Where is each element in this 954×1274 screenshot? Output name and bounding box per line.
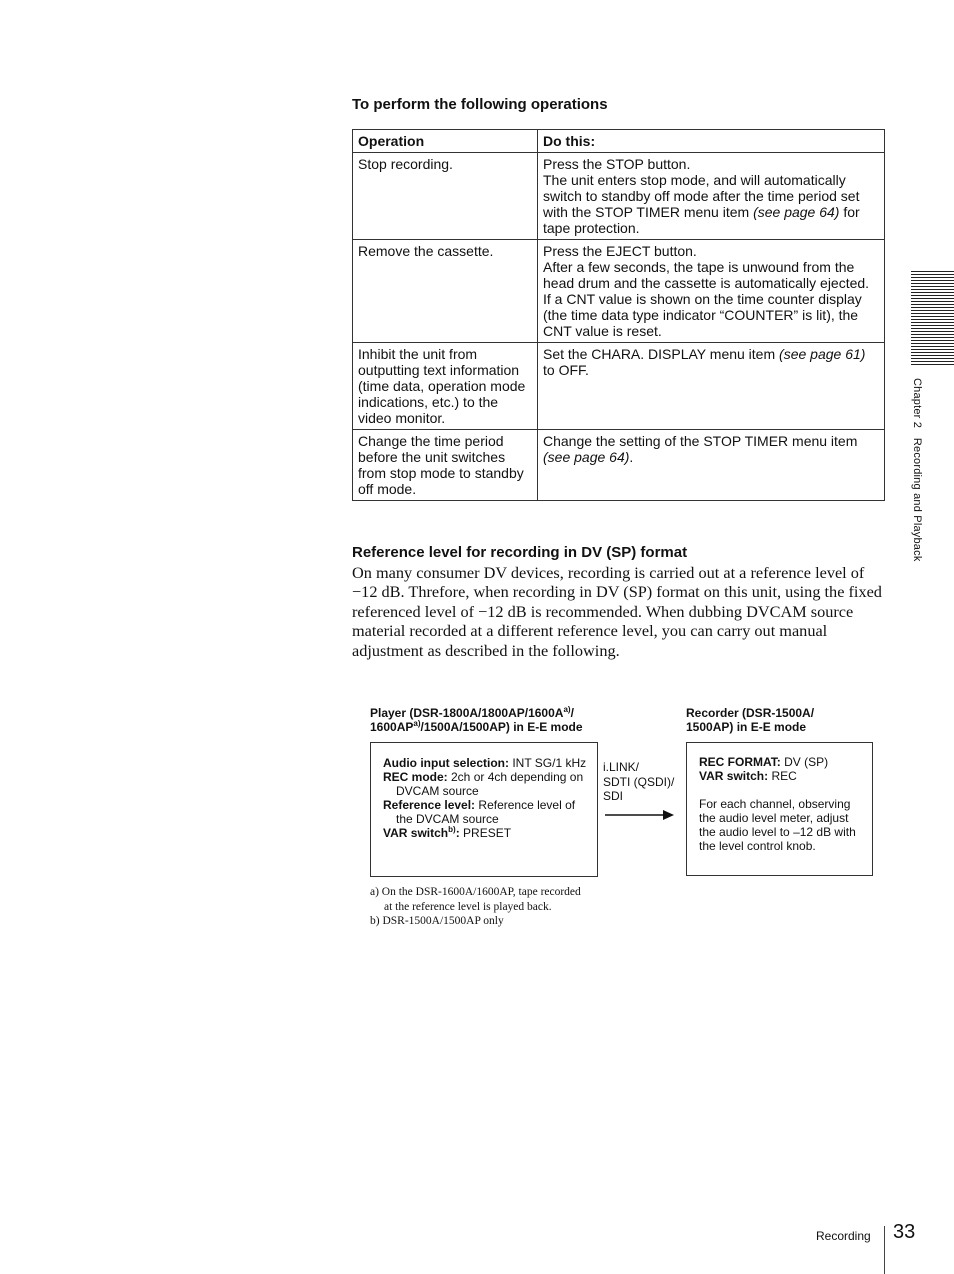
- rec-format-setting: [699, 755, 864, 769]
- action-cell: [538, 153, 885, 240]
- footer-section-label: Recording: [816, 1229, 871, 1243]
- table-row: [353, 153, 885, 240]
- recorder-label-text: Recorder (DSR-1500A/: [686, 706, 815, 720]
- setting-colon: :: [455, 826, 460, 840]
- player-label-text-3: /1500A/1500AP) in E-E mode: [420, 720, 583, 734]
- action-text: Press the STOP button. The unit enters stop mode, and will automatically switch to standby off mode after the time period set with the STOP TIMER menu item: [543, 156, 860, 220]
- connection-line: SDI: [603, 789, 624, 803]
- action-text: Set the CHARA. DISPLAY menu item: [543, 346, 780, 362]
- setting-key: VAR switch:: [699, 769, 769, 783]
- page-reference: (see page 61): [779, 346, 866, 362]
- footnote-marker-a: a): [563, 705, 571, 714]
- setting-key: Audio input selection:: [383, 756, 509, 770]
- reference-level-body: On many consumer DV devices, recording is carried out at a reference level of −12 dB. Threfore, when recording in DV (SP) format on this unit, using the fixed referenced level of −12 dB is recommended. When dubbing DVCAM source material recorded at a different reference level, you can carry out manual adjustment as described in the following.: [352, 563, 882, 660]
- column-header-do-this: Do this:: [538, 130, 885, 153]
- reference-level-heading: Reference level for recording in DV (SP) format: [352, 544, 688, 561]
- operations-table: [352, 129, 885, 501]
- footnote-marker-b: b): [448, 825, 456, 834]
- diagram-footnotes: [370, 885, 581, 929]
- page-reference: (see page 64): [543, 449, 630, 465]
- action-text-end: .: [629, 449, 634, 465]
- chapter-sidebar-text: Chapter 2 Recording and Playback: [911, 378, 923, 562]
- action-text-end: to OFF.: [543, 362, 589, 378]
- setting-key: VAR switch: [383, 826, 449, 840]
- player-label-slash: /: [570, 706, 574, 720]
- column-header-operation: Operation: [353, 130, 538, 153]
- audio-input-setting: [383, 756, 587, 770]
- footer-divider: [884, 1226, 885, 1274]
- table-row: [353, 430, 885, 501]
- setting-value: Reference level of the DVCAM source: [396, 798, 576, 826]
- action-text-end: for tape protection.: [543, 204, 860, 236]
- setting-value: PRESET: [459, 826, 512, 840]
- page-reference: (see page 64): [753, 204, 840, 220]
- operation-cell: Change the time period before the unit switches from stop mode to standby off mode.: [353, 430, 538, 501]
- action-cell: [538, 343, 885, 430]
- operation-cell: Stop recording.: [353, 153, 538, 240]
- action-text: Change the setting of the STOP TIMER menu item: [543, 433, 858, 449]
- footnote-marker-a: a): [413, 719, 421, 728]
- player-settings-box: [370, 742, 598, 877]
- recorder-settings-box: [686, 742, 873, 876]
- setting-key: REC FORMAT:: [699, 755, 781, 769]
- setting-key: REC mode:: [383, 770, 448, 784]
- action-cell: [538, 240, 885, 343]
- recorder-note: For each channel, observing the audio level meter, adjust the audio level to –12 dB with the level control knob.: [699, 797, 856, 853]
- var-switch-setting: [383, 826, 587, 840]
- action-text: Press the EJECT button. After a few seconds, the tape is unwound from the head drum and the cassette is automatically ejected. If a CNT value is shown on the time counter display (the time data type indicator “COUNTER” is lit), the CNT value is reset.: [543, 243, 870, 339]
- table-row: [353, 343, 885, 430]
- player-label-text: Player (DSR-1800A/1800AP/1600A: [370, 706, 564, 720]
- operation-cell: Inhibit the unit from outputting text information (time data, operation mode indications, etc.) to the video monitor.: [353, 343, 538, 430]
- setting-value: 2ch or 4ch depending on DVCAM source: [396, 770, 584, 798]
- footnote-a: a) On the DSR-1600A/1600AP, tape recorded: [370, 886, 581, 898]
- connection-line: i.LINK/: [603, 760, 640, 774]
- chapter-tab-lines: [911, 271, 954, 367]
- table-header-row: [353, 130, 885, 153]
- footnote-a-continued: at the reference level is played back.: [384, 900, 552, 913]
- arrow-right-icon: [605, 807, 675, 823]
- connection-line: SDTI (QSDI)/: [603, 774, 675, 789]
- setting-value: REC: [768, 769, 797, 783]
- setting-value: INT SG/1 kHz: [509, 756, 587, 770]
- operations-heading: To perform the following operations: [352, 96, 608, 113]
- recorder-label-text-2: 1500AP) in E-E mode: [686, 720, 807, 734]
- reference-level-setting: [383, 798, 587, 826]
- operation-cell: Remove the cassette.: [353, 240, 538, 343]
- table-row: [353, 240, 885, 343]
- connection-label: [603, 760, 674, 804]
- player-label-text-2: 1600AP: [370, 720, 414, 734]
- page-number: 33: [893, 1221, 916, 1243]
- setting-value: DV (SP): [780, 755, 829, 769]
- setting-key: Reference level:: [383, 798, 476, 812]
- recorder-label: [686, 706, 886, 734]
- rec-mode-setting: [383, 770, 587, 798]
- var-switch-setting: [699, 769, 864, 783]
- footnote-b: b) DSR-1500A/1500AP only: [370, 915, 504, 927]
- player-label: [370, 706, 610, 734]
- action-cell: [538, 430, 885, 501]
